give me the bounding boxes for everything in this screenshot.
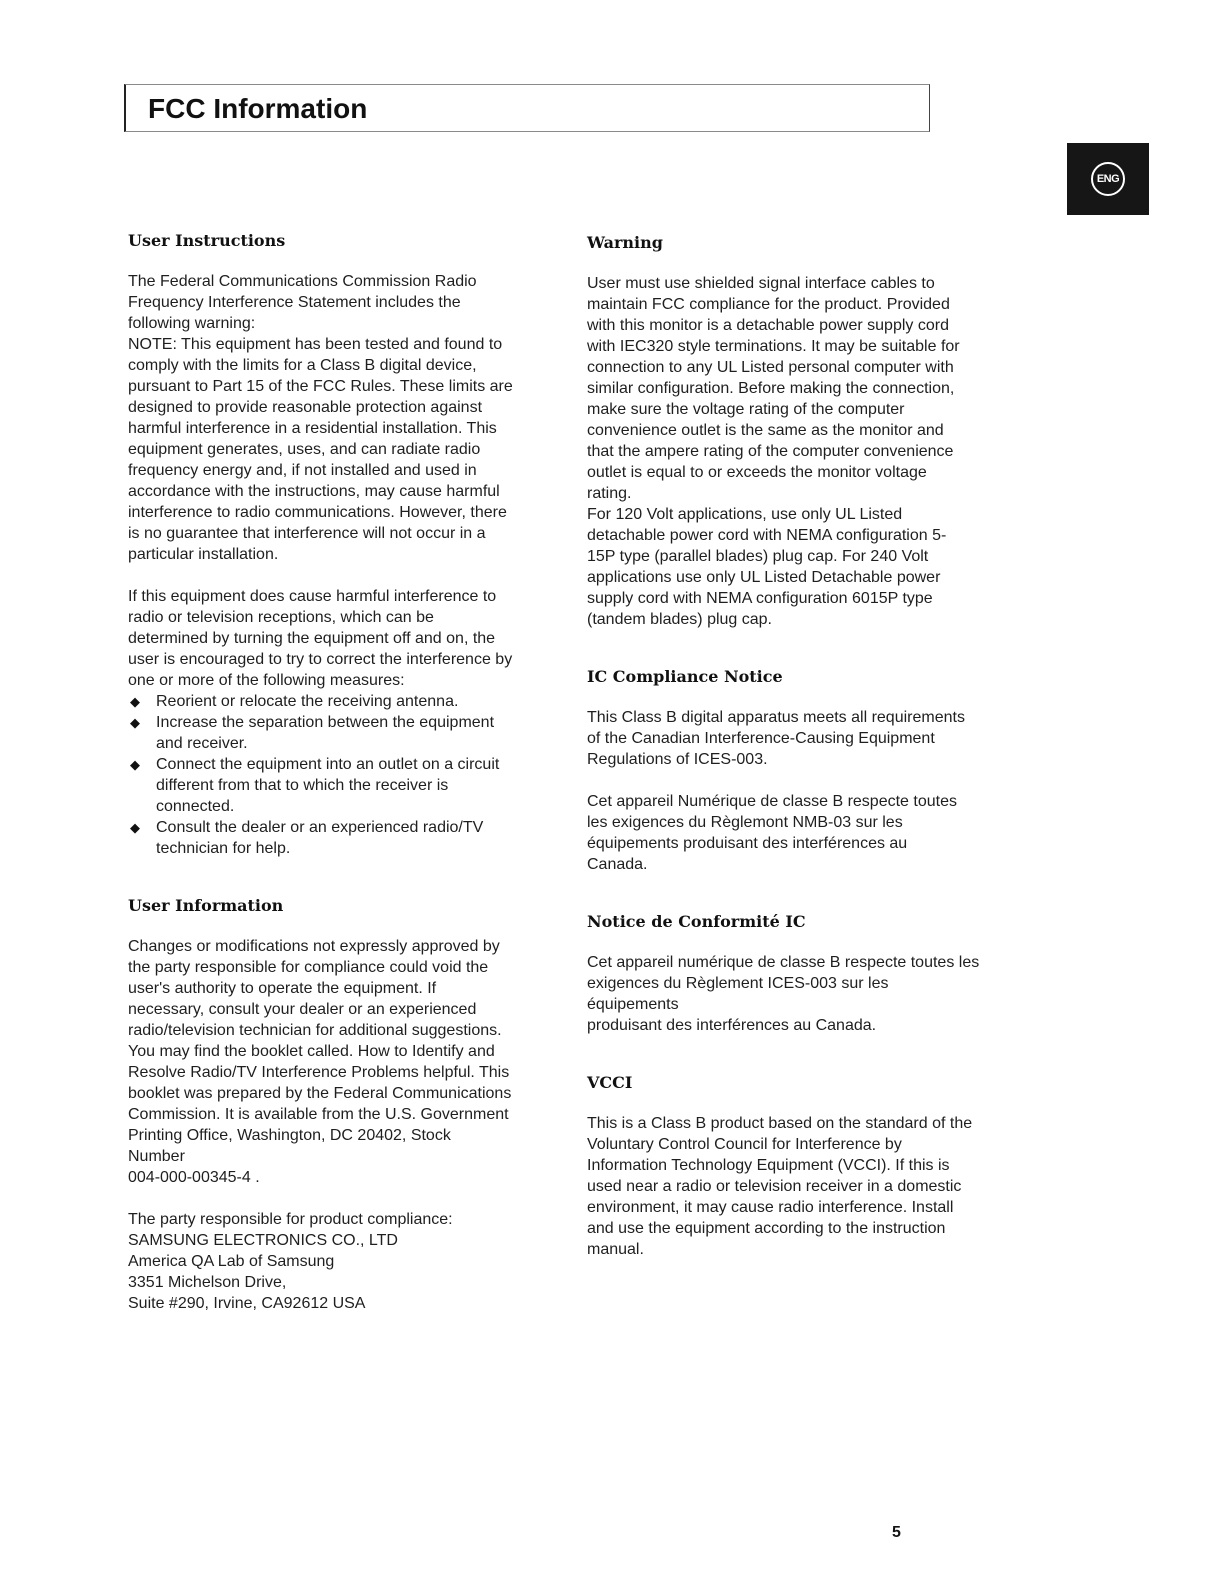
list-item — [128, 712, 536, 754]
text-line: SAMSUNG ELECTRONICS CO., LTD — [128, 1232, 398, 1249]
list-item-line: connected. — [156, 798, 235, 815]
text-line: user is encouraged to try to correct the interference by — [128, 651, 513, 668]
text-line: accordance with the instructions, may cause harmful — [128, 483, 500, 500]
bullet-diamond-icon: ◆ — [130, 715, 140, 730]
text-line: user's authority to operate the equipment. If — [128, 980, 437, 997]
text-line: radio or television receptions, which can be — [128, 609, 434, 626]
list-item-line: Connect the equipment into an outlet on a circuit — [156, 756, 500, 773]
ic-compliance-french — [587, 791, 982, 875]
left-column — [128, 230, 536, 1314]
warning-body — [587, 273, 982, 630]
list-item — [128, 817, 536, 859]
vcci-body — [587, 1113, 982, 1260]
text-line: This Class B digital apparatus meets all requirements — [587, 709, 965, 726]
user-instructions-intro — [128, 271, 536, 565]
text-line: radio/television technician for additional suggestions. — [128, 1022, 502, 1039]
list-item-line: Increase the separation between the equipment — [156, 714, 495, 731]
text-line: interference to radio communications. However, there — [128, 504, 507, 521]
text-line: similar configuration. Before making the connection, — [587, 380, 955, 397]
text-line: produisant des interférences au Canada. — [587, 1017, 877, 1034]
list-item — [128, 754, 536, 817]
text-line: is no guarantee that interference will not occur in a — [128, 525, 486, 542]
text-line: (tandem blades) plug cap. — [587, 611, 772, 628]
text-line: with this monitor is a detachable power supply cord — [587, 317, 949, 334]
text-line: Suite #290, Irvine, CA92612 USA — [128, 1295, 366, 1312]
text-line: Regulations of ICES-003. — [587, 751, 768, 768]
text-line: Printing Office, Washington, DC 20402, Stock — [128, 1127, 451, 1144]
text-line: Canada. — [587, 856, 648, 873]
text-line: Cet appareil Numérique de classe B respecte toutes — [587, 793, 957, 810]
text-line: Cet appareil numérique de classe B respecte toutes les — [587, 954, 980, 971]
text-line: harmful interference in a residential installation. This — [128, 420, 497, 437]
text-line: one or more of the following measures: — [128, 672, 405, 689]
user-information-heading: User Information — [128, 896, 284, 915]
text-line: User must use shielded signal interface cables to — [587, 275, 935, 292]
responsible-party — [128, 1209, 536, 1314]
warning-heading: Warning — [587, 233, 663, 252]
bullet-diamond-icon: ◆ — [130, 694, 140, 709]
text-line: of the Canadian Interference-Causing Equipment — [587, 730, 935, 747]
text-line: You may find the booklet called. How to Identify and — [128, 1043, 495, 1060]
user-information-body — [128, 936, 536, 1188]
text-line: equipment generates, uses, and can radiate radio — [128, 441, 481, 458]
text-line: environment, it may cause radio interference. Install — [587, 1199, 954, 1216]
text-line: maintain FCC compliance for the product. Provided — [587, 296, 950, 313]
text-line: connection to any UL Listed personal computer with — [587, 359, 954, 376]
text-line: comply with the limits for a Class B digital device, — [128, 357, 477, 374]
measures-list — [128, 691, 536, 859]
text-line: 004-000-00345-4 . — [128, 1169, 260, 1186]
notice-conformite-heading: Notice de Conformité IC — [587, 912, 806, 931]
text-line: designed to provide reasonable protection against — [128, 399, 483, 416]
text-line: the party responsible for compliance could void the — [128, 959, 489, 976]
ic-compliance-heading: IC Compliance Notice — [587, 667, 783, 686]
text-line: Frequency Interference Statement includes the — [128, 294, 461, 311]
text-line: America QA Lab of Samsung — [128, 1253, 335, 1270]
text-line: Information Technology Equipment (VCCI). If this is — [587, 1157, 950, 1174]
title-box — [124, 84, 930, 132]
text-line: and use the equipment according to the instruction — [587, 1220, 946, 1237]
text-line: 15P type (parallel blades) plug cap. For 240 Volt — [587, 548, 929, 565]
text-line: applications use only UL Listed Detachable power — [587, 569, 941, 586]
text-line: Voluntary Control Council for Interference by — [587, 1136, 902, 1153]
text-line: outlet is equal to or exceeds the monitor voltage — [587, 464, 927, 481]
text-line: 3351 Michelson Drive, — [128, 1274, 287, 1291]
text-line: make sure the voltage rating of the computer — [587, 401, 905, 418]
text-line: that the ampere rating of the computer convenience — [587, 443, 954, 460]
text-line: particular installation. — [128, 546, 279, 563]
text-line: For 120 Volt applications, use only UL Listed — [587, 506, 903, 523]
list-item-line: and receiver. — [156, 735, 248, 752]
text-line: pursuant to Part 15 of the FCC Rules. These limits are — [128, 378, 513, 395]
text-line: équipements produisant des interférences au — [587, 835, 908, 852]
text-line: Resolve Radio/TV Interference Problems helpful. This — [128, 1064, 510, 1081]
text-line: determined by turning the equipment off and on, the — [128, 630, 496, 647]
ic-compliance-english — [587, 707, 982, 770]
text-line: The Federal Communications Commission Radio — [128, 273, 477, 290]
text-line: If this equipment does cause harmful interference to — [128, 588, 497, 605]
text-line: This is a Class B product based on the standard of the — [587, 1115, 973, 1132]
page-title: FCC Information — [148, 93, 368, 124]
list-item-line: Consult the dealer or an experienced radio/TV — [156, 819, 484, 836]
text-line: with IEC320 style terminations. It may be suitable for — [587, 338, 960, 355]
language-tab — [1067, 143, 1149, 215]
user-instructions-measures — [128, 586, 536, 691]
text-line: rating. — [587, 485, 632, 502]
text-line: Commission. It is available from the U.S. Government — [128, 1106, 509, 1123]
list-item-line: technician for help. — [156, 840, 291, 857]
text-line: Number — [128, 1148, 185, 1165]
language-badge: ENG — [1091, 162, 1125, 196]
bullet-diamond-icon: ◆ — [130, 820, 140, 835]
list-item-line: different from that to which the receiver is — [156, 777, 449, 794]
bullet-diamond-icon: ◆ — [130, 757, 140, 772]
text-line: detachable power cord with NEMA configuration 5- — [587, 527, 947, 544]
list-item-line: Reorient or relocate the receiving antenna. — [156, 693, 459, 710]
page-number: 5 — [892, 1524, 901, 1541]
notice-conformite-body — [587, 952, 982, 1036]
right-column — [587, 230, 982, 1260]
text-line: following warning: — [128, 315, 256, 332]
text-line: The party responsible for product compliance: — [128, 1211, 453, 1228]
text-line: convenience outlet is the same as the monitor and — [587, 422, 944, 439]
text-line: booklet was prepared by the Federal Communications — [128, 1085, 512, 1102]
text-line: manual. — [587, 1241, 644, 1258]
text-line: used near a radio or television receiver in a domestic — [587, 1178, 962, 1195]
list-item — [128, 691, 536, 712]
text-line: exigences du Règlement ICES-003 sur les équipements — [587, 975, 889, 1013]
text-line: les exigences du Règlemont NMB-03 sur les — [587, 814, 903, 831]
text-line: necessary, consult your dealer or an experienced — [128, 1001, 477, 1018]
text-line: supply cord with NEMA configuration 6015P type — [587, 590, 933, 607]
text-line: frequency energy and, if not installed and used in — [128, 462, 477, 479]
text-line: NOTE: This equipment has been tested and found to — [128, 336, 503, 353]
vcci-heading: VCCI — [587, 1073, 633, 1092]
user-instructions-heading: User Instructions — [128, 231, 286, 250]
text-line: Changes or modifications not expressly approved by — [128, 938, 500, 955]
